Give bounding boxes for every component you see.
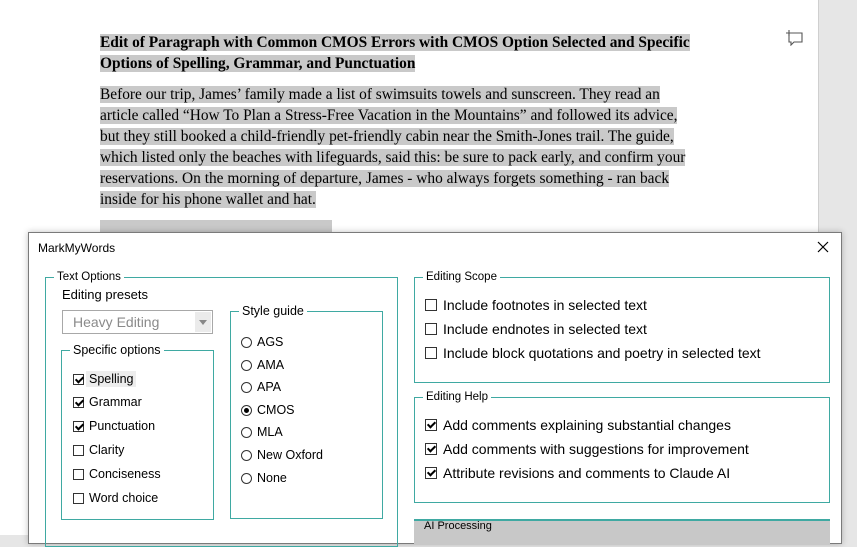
ama-label: AMA bbox=[257, 358, 285, 372]
editing-scope-group bbox=[414, 271, 830, 383]
grammar-label: Grammar bbox=[89, 395, 142, 409]
conciseness-checkbox[interactable] bbox=[73, 469, 84, 480]
specific-options-group bbox=[61, 343, 214, 520]
text-options-label: Text Options bbox=[54, 270, 124, 284]
option-punctuation[interactable] bbox=[73, 419, 155, 433]
new-oxford-label: New Oxford bbox=[257, 448, 323, 462]
cmos-label: CMOS bbox=[257, 403, 295, 417]
option-spelling[interactable] bbox=[73, 371, 136, 387]
close-icon bbox=[817, 241, 829, 253]
grammar-checkbox[interactable] bbox=[73, 397, 84, 408]
punctuation-label: Punctuation bbox=[89, 419, 156, 433]
doc-paragraph[interactable] bbox=[100, 84, 720, 210]
text-options-group bbox=[45, 271, 398, 547]
footnotes-checkbox[interactable] bbox=[425, 299, 437, 311]
editing-presets-text: Editing presets bbox=[62, 287, 148, 302]
cmos-radio[interactable] bbox=[241, 405, 252, 416]
none-label: None bbox=[257, 471, 287, 485]
doc-line: but they still booked a child-friendly pet-friendly cabin near the Smith-Jones trail. The guide, bbox=[100, 128, 674, 145]
help-suggestions[interactable] bbox=[425, 441, 749, 457]
punctuation-checkbox[interactable] bbox=[73, 421, 84, 432]
ama-radio[interactable] bbox=[241, 360, 252, 371]
editing-scope-label: Editing Scope bbox=[423, 270, 500, 284]
clarity-label: Clarity bbox=[89, 443, 125, 457]
apa-radio[interactable] bbox=[241, 382, 252, 393]
scope-endnotes[interactable] bbox=[425, 321, 647, 337]
ags-radio[interactable] bbox=[241, 337, 252, 348]
dialog-title: MarkMyWords bbox=[38, 241, 116, 255]
option-word-choice[interactable] bbox=[73, 491, 158, 505]
endnotes-checkbox[interactable] bbox=[425, 323, 437, 335]
ai-processing-group bbox=[414, 519, 830, 545]
doc-line: inside for his phone wallet and hat. bbox=[100, 191, 316, 208]
doc-line: which listed only the beaches with lifeguards, said this: be sure to pack early, and confirm your bbox=[100, 149, 686, 166]
doc-line: article called “How To Plan a Stress-Free Vacation in the Mountains” and followed its advice, bbox=[100, 107, 678, 124]
option-conciseness[interactable] bbox=[73, 467, 161, 481]
style-guide-label: Style guide bbox=[239, 304, 307, 318]
scope-block-quotations[interactable] bbox=[425, 345, 761, 361]
block-quotations-label: Include block quotations and poetry in selected text bbox=[443, 345, 761, 361]
clarity-checkbox[interactable] bbox=[73, 445, 84, 456]
new-comment-icon[interactable] bbox=[786, 30, 804, 46]
conciseness-label: Conciseness bbox=[89, 467, 161, 481]
doc-line: reservations. On the morning of departure, James - who always forgets something - ran back bbox=[100, 170, 670, 187]
style-apa[interactable] bbox=[241, 380, 281, 394]
substantial-changes-checkbox[interactable] bbox=[425, 419, 437, 431]
style-none[interactable] bbox=[241, 471, 287, 485]
spelling-label: Spelling bbox=[86, 371, 136, 387]
close-button[interactable] bbox=[811, 235, 835, 259]
apa-label: APA bbox=[257, 380, 282, 394]
option-grammar[interactable] bbox=[73, 395, 142, 409]
word-choice-checkbox[interactable] bbox=[73, 493, 84, 504]
none-radio[interactable] bbox=[241, 473, 252, 484]
doc-heading-line-1: Edit of Paragraph with Common CMOS Errors with CMOS Option Selected and Specific bbox=[100, 34, 690, 51]
specific-options-label: Specific options bbox=[70, 343, 164, 357]
block-quotations-checkbox[interactable] bbox=[425, 347, 437, 359]
markmywords-dialog bbox=[28, 232, 842, 544]
style-mla[interactable] bbox=[241, 425, 283, 439]
attribute-checkbox[interactable] bbox=[425, 467, 437, 479]
ags-label: AGS bbox=[257, 335, 284, 349]
doc-heading-line-2: Options of Spelling, Grammar, and Punctuation bbox=[100, 55, 416, 72]
endnotes-label: Include endnotes in selected text bbox=[443, 321, 647, 337]
editing-presets-value: Heavy Editing bbox=[73, 314, 160, 330]
option-clarity[interactable] bbox=[73, 443, 124, 457]
help-substantial-changes[interactable] bbox=[425, 417, 731, 433]
editing-presets-label bbox=[62, 287, 148, 302]
chevron-down-icon bbox=[199, 320, 207, 325]
style-ags[interactable] bbox=[241, 335, 283, 349]
style-cmos[interactable] bbox=[241, 403, 295, 417]
doc-line: Before our trip, James’ family made a list of swimsuits towels and sunscreen. They read an bbox=[100, 86, 660, 103]
style-guide-group bbox=[230, 304, 383, 519]
spelling-checkbox[interactable] bbox=[73, 374, 84, 385]
doc-heading[interactable] bbox=[100, 32, 720, 74]
style-ama[interactable] bbox=[241, 358, 284, 372]
dropdown-button[interactable] bbox=[195, 312, 211, 332]
help-attribute[interactable] bbox=[425, 465, 730, 481]
attribute-label: Attribute revisions and comments to Claude AI bbox=[443, 465, 731, 481]
scope-footnotes[interactable] bbox=[425, 297, 647, 313]
mla-label: MLA bbox=[257, 425, 283, 439]
word-choice-label: Word choice bbox=[89, 491, 159, 505]
suggestions-label: Add comments with suggestions for improvement bbox=[443, 441, 749, 457]
mla-radio[interactable] bbox=[241, 427, 252, 438]
ai-processing-label: AI Processing bbox=[424, 520, 492, 532]
footnotes-label: Include footnotes in selected text bbox=[443, 297, 647, 313]
new-oxford-radio[interactable] bbox=[241, 450, 252, 461]
substantial-changes-label: Add comments explaining substantial changes bbox=[443, 417, 731, 433]
editing-help-group bbox=[414, 391, 830, 503]
suggestions-checkbox[interactable] bbox=[425, 443, 437, 455]
editing-help-label: Editing Help bbox=[423, 390, 491, 404]
editing-presets-select[interactable] bbox=[62, 310, 213, 334]
style-new-oxford[interactable] bbox=[241, 448, 323, 462]
